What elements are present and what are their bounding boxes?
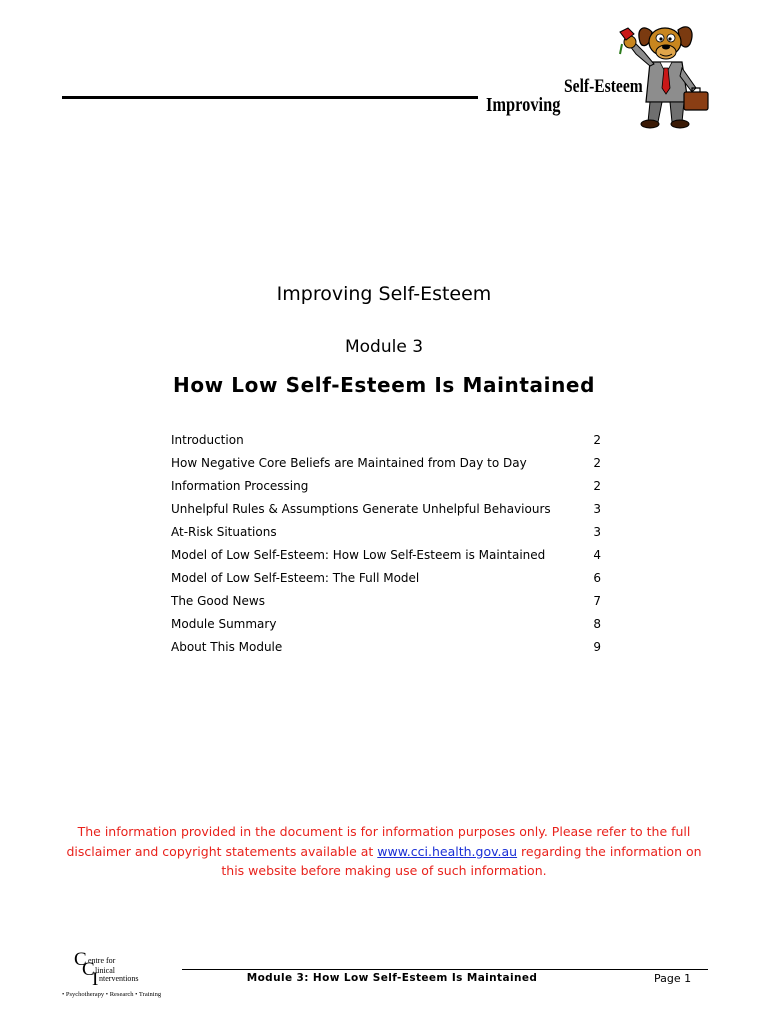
disclaimer: [60, 822, 708, 881]
toc-entry-page: 8: [593, 617, 601, 631]
toc-entry-label: Introduction: [171, 433, 244, 447]
cci-logo-tagline: • Psychotherapy • Research • Training: [62, 991, 162, 998]
toc-row: [171, 522, 601, 545]
module-number: Module 3: [344, 337, 424, 357]
header-rule: [62, 96, 478, 99]
toc-row: [171, 637, 601, 660]
toc-entry-page: 4: [593, 548, 601, 562]
footer-page-number: Page 1: [654, 972, 692, 985]
module-heading: How Low Self-Esteem Is Maintained: [172, 373, 595, 397]
toc-entry-label: At-Risk Situations: [171, 525, 277, 539]
toc-entry-page: 9: [593, 640, 601, 654]
cci-logo-c2: C: [82, 959, 95, 980]
toc-entry-label: Model of Low Self-Esteem: How Low Self-Esteem is Maintained: [171, 548, 546, 562]
cci-website-link[interactable]: www.cci.health.gov.au: [377, 843, 518, 859]
toc-entry-label: Model of Low Self-Esteem: The Full Model: [171, 571, 420, 585]
table-of-contents: [171, 430, 601, 660]
document-title: Improving Self-Esteem: [276, 283, 492, 305]
cci-logo: [62, 950, 182, 1000]
toc-row: [171, 591, 601, 614]
toc-entry-label: Module Summary: [171, 617, 277, 631]
toc-row: [171, 614, 601, 637]
cci-logo-c3: I: [92, 969, 99, 990]
cci-logo-word2: linical: [95, 966, 115, 975]
toc-entry-label: About This Module: [171, 640, 283, 654]
toc-row: [171, 430, 601, 453]
toc-row: [171, 545, 601, 568]
toc-row: [171, 453, 601, 476]
toc-entry-page: 2: [593, 456, 601, 470]
cci-logo-word3: nterventions: [99, 974, 139, 983]
header-improving-text: Improving: [486, 94, 561, 116]
toc-entry-label: Information Processing: [171, 479, 309, 493]
toc-entry-page: 3: [593, 502, 601, 516]
toc-entry-page: 2: [593, 433, 601, 447]
header-self-esteem-text: Self-Esteem: [564, 76, 643, 97]
toc-entry-page: 2: [593, 479, 601, 493]
toc-entry-label: The Good News: [171, 594, 265, 608]
toc-entry-page: 7: [593, 594, 601, 608]
footer-rule: [182, 969, 708, 970]
disclaimer-text-after: regarding the information on this website before making use of such information.: [221, 843, 702, 878]
disclaimer-text-before: The information provided in the document is for information purposes only. Please refer to the full disclaimer and copyright statements available at: [66, 824, 691, 859]
toc-entry-label: How Negative Core Beliefs are Maintained from Day to Day: [171, 456, 527, 470]
dog-mascot-icon: [600, 18, 712, 132]
toc-entry-page: 3: [593, 525, 601, 539]
toc-row: [171, 476, 601, 499]
cci-logo-word1: entre for: [88, 956, 116, 965]
toc-entry-label: Unhelpful Rules & Assumptions Generate Unhelpful Behaviours: [171, 502, 551, 516]
toc-entry-page: 6: [593, 571, 601, 585]
toc-row: [171, 499, 601, 522]
footer-module-title: Module 3: How Low Self-Esteem Is Maintained: [246, 972, 538, 984]
toc-row: [171, 568, 601, 591]
cci-logo-c1: C: [74, 949, 87, 970]
